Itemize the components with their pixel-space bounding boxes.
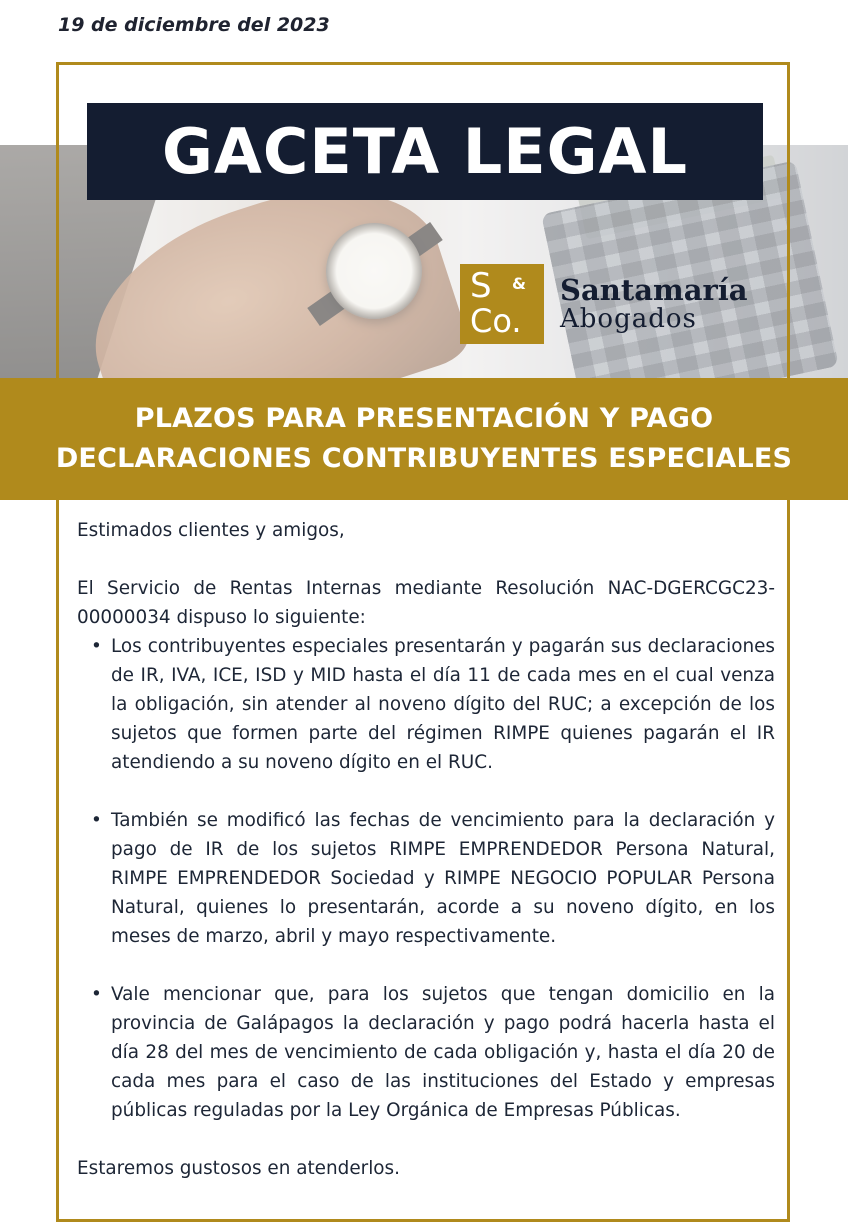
logo-wordmark [560, 275, 748, 333]
logo-monogram-s: S [470, 266, 492, 306]
bullet-icon: • [91, 810, 102, 831]
title-bar [87, 103, 763, 200]
logo-monogram-amp: & [512, 274, 526, 293]
logo-monogram [460, 264, 544, 344]
list-item-text: También se modificó las fechas de vencimiento para la declaración y pago de IR de los sujetos RIMPE EMPRENDEDOR Persona Natural, RIMPE EMPRENDEDOR Sociedad y RIMPE NEGOCIO POPULAR Persona Natural, quienes lo presentarán, acorde a su noveno dígito, en los meses de marzo, abril y mayo respectivamente. [111, 810, 775, 947]
newsletter-date: 19 de diciembre del 2023 [58, 14, 330, 36]
greeting: Estimados clientes y amigos, [77, 520, 345, 541]
logo-monogram-co: Co. [470, 302, 522, 340]
headline-line-1: PLAZOS PARA PRESENTACIÓN Y PAGO [134, 403, 714, 434]
bullet-icon: • [91, 636, 102, 657]
headline-banner [0, 378, 848, 500]
logo-name-line2: Abogados [560, 303, 697, 334]
article-body [77, 516, 775, 1183]
list-item [77, 806, 775, 951]
bullet-icon: • [91, 984, 102, 1005]
logo-name-line1: Santamaría [560, 273, 748, 308]
list-item-text: Vale mencionar que, para los sujetos que tengan domicilio en la provincia de Galápagos la declaración y pago podrá hacerla hasta el día 28 del mes de vencimiento de cada obligación y, hasta el día 20 de cada mes para el caso de las instituciones del Estado y empresas públicas reguladas por la Ley Orgánica de Empresas Públicas. [111, 984, 775, 1121]
intro-paragraph: El Servicio de Rentas Internas mediante Resolución NAC-DGERCGC23-00000034 dispuso lo siguiente: [77, 578, 775, 628]
firm-logo [460, 264, 748, 344]
page-title: GACETA LEGAL [161, 115, 688, 188]
closing-line: Estaremos gustosos en atenderlos. [77, 1158, 400, 1179]
list-item-text: Los contribuyentes especiales presentarán y pagarán sus declaraciones de IR, IVA, ICE, ISD y MID hasta el día 11 de cada mes en el cual venza la obligación, sin atender al noveno dígito del RUC; a excepción de los sujetos que formen parte del régimen RIMPE quienes pagarán el IR atendiendo a su noveno dígito en el RUC. [111, 636, 775, 773]
bullet-list [77, 632, 775, 1125]
list-item [77, 980, 775, 1125]
headline-line-2: DECLARACIONES CONTRIBUYENTES ESPECIALES [55, 443, 793, 474]
list-item [77, 632, 775, 777]
